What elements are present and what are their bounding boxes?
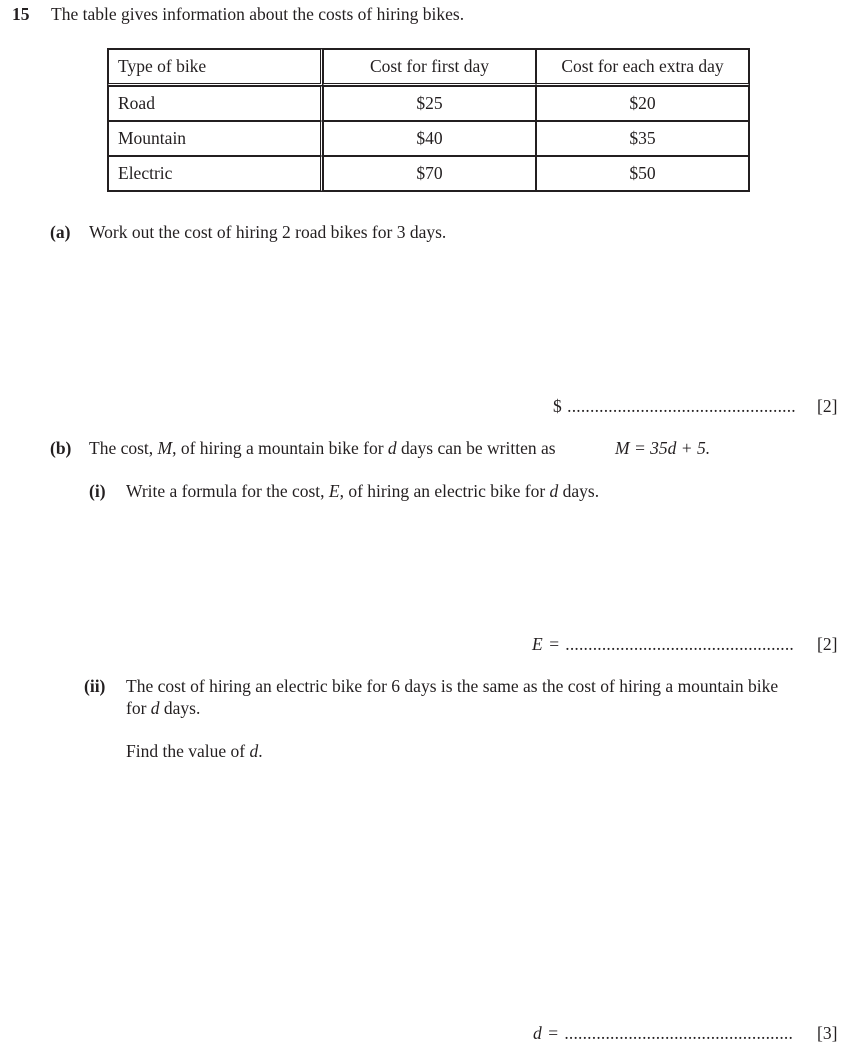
part-a-label: (a) [50,222,71,242]
part-b-i-label: (i) [89,481,106,501]
table-cell: $25 [323,86,536,121]
part-b-i-text: Write a formula for the cost, E, of hiring an electric bike for d days. [126,481,600,501]
table-cell: $20 [536,86,749,121]
answer-dots: .................................................. [564,1023,794,1043]
part-b-i-marks: [2] [817,634,838,654]
table-cell: $50 [536,156,749,191]
question-intro: The table gives information about the costs of hiring bikes. [51,4,465,24]
table-cell: $40 [323,121,536,156]
table-row [108,121,749,156]
table-cell: Electric [108,156,323,191]
part-b-ii-line-1: The cost of hiring an electric bike for 6 days is the same as the cost of hiring a mountain bike [126,676,779,696]
answer-prefix: $ [553,396,563,416]
answer-dots: .................................................. [567,396,796,416]
question-number: 15 [12,4,30,24]
table-cell: Mountain [108,121,323,156]
table-header-cell: Type of bike [108,49,323,86]
table-cell: Road [108,86,323,121]
table-header-cell: Cost for first day [323,49,536,86]
table-row [108,86,749,121]
part-b-ii-answer-line[interactable] [533,1025,793,1043]
part-b-ii-label: (ii) [84,676,106,696]
table-cell: $35 [536,121,749,156]
part-b-text: The cost, M, of hiring a mountain bike for d days can be written as [89,438,556,458]
part-a-answer-line[interactable] [553,398,796,416]
part-b-ii-marks: [3] [817,1023,838,1043]
table-cell: $70 [323,156,536,191]
bike-hire-table [107,48,750,192]
part-b-ii-line-2: for d days. [126,698,201,718]
answer-dots: .................................................. [565,634,794,654]
answer-prefix: E = [532,634,561,654]
part-b-formula: M = 35d + 5. [615,438,711,458]
table-header-row [108,49,749,86]
part-b-label: (b) [50,438,72,458]
part-b-ii-find: Find the value of d. [126,741,263,761]
part-b-i-answer-line[interactable] [532,636,794,654]
answer-prefix: d = [533,1023,560,1043]
table-header-cell: Cost for each extra day [536,49,749,86]
table-row [108,156,749,191]
part-a-text: Work out the cost of hiring 2 road bikes for 3 days. [89,222,447,242]
part-a-marks: [2] [817,396,838,416]
